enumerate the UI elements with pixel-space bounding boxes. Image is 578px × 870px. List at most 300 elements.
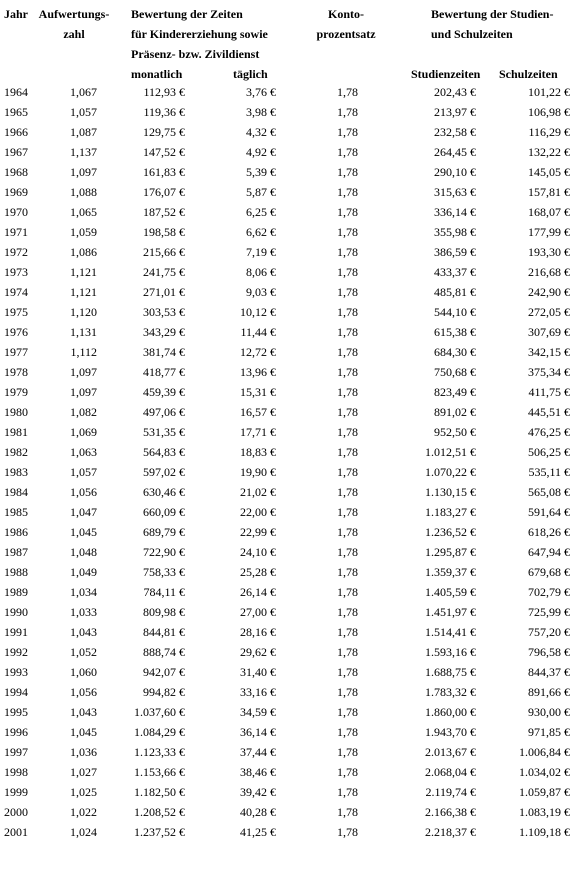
- cell-schulzeiten: 1.083,19 €: [519, 805, 570, 819]
- cell-schulzeiten: 193,30 €: [528, 245, 570, 259]
- cell-taeglich: 4,92 €: [246, 145, 276, 159]
- cell-jahr: 1970: [4, 205, 28, 219]
- cell-schulzeiten: 242,90 €: [528, 285, 570, 299]
- cell-aufwertungszahl: 1,067: [70, 85, 97, 99]
- cell-jahr: 1994: [4, 685, 28, 699]
- cell-taeglich: 18,83 €: [240, 445, 276, 459]
- table-row: [0, 422, 576, 442]
- cell-kontoprozentsatz: 1,78: [337, 105, 358, 119]
- table-row: [0, 262, 576, 282]
- table-row: [0, 502, 576, 522]
- cell-monatlich: 271,01 €: [143, 285, 185, 299]
- cell-monatlich: 119,36 €: [143, 105, 185, 119]
- table-row: [0, 142, 576, 162]
- cell-jahr: 1974: [4, 285, 28, 299]
- cell-monatlich: 1.037,60 €: [134, 705, 185, 719]
- table-row: [0, 662, 576, 682]
- cell-jahr: 1995: [4, 705, 28, 719]
- table-row: [0, 682, 576, 702]
- cell-jahr: 1971: [4, 225, 28, 239]
- table-row: [0, 542, 576, 562]
- cell-schulzeiten: 476,25 €: [528, 425, 570, 439]
- cell-schulzeiten: 1.059,87 €: [519, 785, 570, 799]
- cell-aufwertungszahl: 1,024: [70, 825, 97, 839]
- cell-aufwertungszahl: 1,097: [70, 165, 97, 179]
- table-row: [0, 822, 576, 842]
- cell-schulzeiten: 1.034,02 €: [519, 765, 570, 779]
- table-row: [0, 582, 576, 602]
- cell-aufwertungszahl: 1,086: [70, 245, 97, 259]
- cell-monatlich: 784,11 €: [143, 585, 185, 599]
- cell-studienzeiten: 2.068,04 €: [425, 765, 476, 779]
- cell-kontoprozentsatz: 1,78: [337, 645, 358, 659]
- cell-jahr: 1980: [4, 405, 28, 419]
- cell-kontoprozentsatz: 1,78: [337, 305, 358, 319]
- cell-schulzeiten: 307,69 €: [528, 325, 570, 339]
- cell-studienzeiten: 1.405,59 €: [425, 585, 476, 599]
- cell-taeglich: 17,71 €: [240, 425, 276, 439]
- cell-kontoprozentsatz: 1,78: [337, 545, 358, 559]
- values-table-body: [0, 82, 576, 842]
- cell-kontoprozentsatz: 1,78: [337, 245, 358, 259]
- cell-schulzeiten: 411,75 €: [528, 385, 570, 399]
- cell-schulzeiten: 844,37 €: [528, 665, 570, 679]
- cell-schulzeiten: 796,58 €: [528, 645, 570, 659]
- cell-monatlich: 660,09 €: [143, 505, 185, 519]
- cell-aufwertungszahl: 1,137: [70, 145, 97, 159]
- cell-schulzeiten: 145,05 €: [528, 165, 570, 179]
- header-kontoprozentsatz: [306, 4, 386, 44]
- cell-jahr: 1975: [4, 305, 28, 319]
- cell-jahr: 1985: [4, 505, 28, 519]
- cell-schulzeiten: 971,85 €: [528, 725, 570, 739]
- cell-monatlich: 198,58 €: [143, 225, 185, 239]
- cell-kontoprozentsatz: 1,78: [337, 145, 358, 159]
- cell-aufwertungszahl: 1,045: [70, 525, 97, 539]
- cell-monatlich: 888,74 €: [143, 645, 185, 659]
- header-taeglich: täglich: [233, 67, 268, 81]
- cell-studienzeiten: 386,59 €: [434, 245, 476, 259]
- cell-taeglich: 7,19 €: [246, 245, 276, 259]
- cell-kontoprozentsatz: 1,78: [337, 765, 358, 779]
- cell-monatlich: 809,98 €: [143, 605, 185, 619]
- cell-studienzeiten: 355,98 €: [434, 225, 476, 239]
- cell-jahr: 1968: [4, 165, 28, 179]
- cell-taeglich: 33,16 €: [240, 685, 276, 699]
- cell-kontoprozentsatz: 1,78: [337, 125, 358, 139]
- cell-kontoprozentsatz: 1,78: [337, 585, 358, 599]
- cell-taeglich: 3,76 €: [246, 85, 276, 99]
- cell-jahr: 1983: [4, 465, 28, 479]
- cell-schulzeiten: 702,79 €: [528, 585, 570, 599]
- table-row: [0, 362, 576, 382]
- cell-kontoprozentsatz: 1,78: [337, 725, 358, 739]
- cell-schulzeiten: 591,64 €: [528, 505, 570, 519]
- table-row: [0, 562, 576, 582]
- cell-studienzeiten: 952,50 €: [434, 425, 476, 439]
- cell-schulzeiten: 725,99 €: [528, 605, 570, 619]
- cell-aufwertungszahl: 1,131: [70, 325, 97, 339]
- cell-studienzeiten: 2.218,37 €: [425, 825, 476, 839]
- cell-schulzeiten: 101,22 €: [528, 85, 570, 99]
- cell-aufwertungszahl: 1,120: [70, 305, 97, 319]
- cell-aufwertungszahl: 1,025: [70, 785, 97, 799]
- table-row: [0, 402, 576, 422]
- cell-studienzeiten: 315,63 €: [434, 185, 476, 199]
- cell-monatlich: 1.237,52 €: [134, 825, 185, 839]
- table-row: [0, 282, 576, 302]
- cell-schulzeiten: 679,68 €: [528, 565, 570, 579]
- cell-kontoprozentsatz: 1,78: [337, 485, 358, 499]
- header-aufwertungszahl: [26, 4, 122, 44]
- cell-studienzeiten: 290,10 €: [434, 165, 476, 179]
- cell-aufwertungszahl: 1,034: [70, 585, 97, 599]
- cell-jahr: 1999: [4, 785, 28, 799]
- cell-jahr: 1982: [4, 445, 28, 459]
- cell-kontoprozentsatz: 1,78: [337, 385, 358, 399]
- cell-studienzeiten: 684,30 €: [434, 345, 476, 359]
- cell-studienzeiten: 1.783,32 €: [425, 685, 476, 699]
- cell-monatlich: 161,83 €: [143, 165, 185, 179]
- cell-aufwertungszahl: 1,057: [70, 465, 97, 479]
- cell-jahr: 1997: [4, 745, 28, 759]
- cell-jahr: 1977: [4, 345, 28, 359]
- cell-studienzeiten: 1.451,97 €: [425, 605, 476, 619]
- cell-monatlich: 303,53 €: [143, 305, 185, 319]
- table-row: [0, 482, 576, 502]
- cell-studienzeiten: 202,43 €: [434, 85, 476, 99]
- cell-studienzeiten: 2.119,74 €: [425, 785, 476, 799]
- table-row: [0, 122, 576, 142]
- cell-taeglich: 27,00 €: [240, 605, 276, 619]
- cell-studienzeiten: 615,38 €: [434, 325, 476, 339]
- cell-studienzeiten: 1.514,41 €: [425, 625, 476, 639]
- cell-monatlich: 1.182,50 €: [134, 785, 185, 799]
- table-row: [0, 102, 576, 122]
- cell-taeglich: 40,28 €: [240, 805, 276, 819]
- cell-monatlich: 147,52 €: [143, 145, 185, 159]
- header-konto-line2: prozentsatz: [316, 27, 376, 41]
- cell-taeglich: 28,16 €: [240, 625, 276, 639]
- cell-taeglich: 6,25 €: [246, 205, 276, 219]
- cell-schulzeiten: 506,25 €: [528, 445, 570, 459]
- cell-schulzeiten: 1.109,18 €: [519, 825, 570, 839]
- cell-monatlich: 630,46 €: [143, 485, 185, 499]
- cell-jahr: 1973: [4, 265, 28, 279]
- table-row: [0, 522, 576, 542]
- cell-kontoprozentsatz: 1,78: [337, 665, 358, 679]
- cell-studienzeiten: 1.943,70 €: [425, 725, 476, 739]
- cell-schulzeiten: 132,22 €: [528, 145, 570, 159]
- cell-jahr: 1992: [4, 645, 28, 659]
- table-row: [0, 642, 576, 662]
- header-bewertung-zeiten-line1: Bewertung der Zeiten: [131, 7, 243, 21]
- cell-jahr: 1998: [4, 765, 28, 779]
- cell-taeglich: 22,00 €: [240, 505, 276, 519]
- cell-studienzeiten: 1.593,16 €: [425, 645, 476, 659]
- table-row: [0, 302, 576, 322]
- cell-studienzeiten: 1.130,15 €: [425, 485, 476, 499]
- cell-taeglich: 16,57 €: [240, 405, 276, 419]
- table-row: [0, 382, 576, 402]
- cell-taeglich: 10,12 €: [240, 305, 276, 319]
- cell-aufwertungszahl: 1,082: [70, 405, 97, 419]
- cell-kontoprozentsatz: 1,78: [337, 805, 358, 819]
- cell-monatlich: 241,75 €: [143, 265, 185, 279]
- cell-aufwertungszahl: 1,057: [70, 105, 97, 119]
- cell-studienzeiten: 750,68 €: [434, 365, 476, 379]
- cell-aufwertungszahl: 1,056: [70, 485, 97, 499]
- cell-taeglich: 8,06 €: [246, 265, 276, 279]
- cell-schulzeiten: 116,29 €: [528, 125, 570, 139]
- cell-jahr: 1978: [4, 365, 28, 379]
- cell-monatlich: 343,29 €: [143, 325, 185, 339]
- cell-studienzeiten: 485,81 €: [434, 285, 476, 299]
- cell-kontoprozentsatz: 1,78: [337, 785, 358, 799]
- cell-jahr: 1991: [4, 625, 28, 639]
- cell-kontoprozentsatz: 1,78: [337, 525, 358, 539]
- cell-taeglich: 38,46 €: [240, 765, 276, 779]
- table-row: [0, 342, 576, 362]
- cell-studienzeiten: 1.183,27 €: [425, 505, 476, 519]
- cell-monatlich: 129,75 €: [143, 125, 185, 139]
- cell-schulzeiten: 757,20 €: [528, 625, 570, 639]
- cell-kontoprozentsatz: 1,78: [337, 365, 358, 379]
- table-row: [0, 182, 576, 202]
- header-schulzeiten: Schulzeiten: [499, 67, 558, 81]
- cell-taeglich: 25,28 €: [240, 565, 276, 579]
- table-row: [0, 782, 576, 802]
- cell-jahr: 1965: [4, 105, 28, 119]
- cell-jahr: 1986: [4, 525, 28, 539]
- cell-kontoprozentsatz: 1,78: [337, 505, 358, 519]
- cell-jahr: 1966: [4, 125, 28, 139]
- cell-studienzeiten: 544,10 €: [434, 305, 476, 319]
- cell-studienzeiten: 433,37 €: [434, 265, 476, 279]
- cell-taeglich: 34,59 €: [240, 705, 276, 719]
- cell-taeglich: 29,62 €: [240, 645, 276, 659]
- header-konto-line1: Konto-: [328, 7, 364, 21]
- cell-kontoprozentsatz: 1,78: [337, 285, 358, 299]
- cell-aufwertungszahl: 1,121: [70, 285, 97, 299]
- cell-kontoprozentsatz: 1,78: [337, 185, 358, 199]
- cell-aufwertungszahl: 1,052: [70, 645, 97, 659]
- cell-kontoprozentsatz: 1,78: [337, 325, 358, 339]
- cell-schulzeiten: 157,81 €: [528, 185, 570, 199]
- cell-monatlich: 112,93 €: [143, 85, 185, 99]
- cell-taeglich: 3,98 €: [246, 105, 276, 119]
- cell-schulzeiten: 375,34 €: [528, 365, 570, 379]
- cell-taeglich: 11,44 €: [240, 325, 276, 339]
- cell-jahr: 1984: [4, 485, 28, 499]
- cell-studienzeiten: 264,45 €: [434, 145, 476, 159]
- cell-studienzeiten: 213,97 €: [434, 105, 476, 119]
- cell-studienzeiten: 1.688,75 €: [425, 665, 476, 679]
- table-row: [0, 242, 576, 262]
- cell-kontoprozentsatz: 1,78: [337, 445, 358, 459]
- cell-kontoprozentsatz: 1,78: [337, 85, 358, 99]
- cell-monatlich: 459,39 €: [143, 385, 185, 399]
- cell-kontoprozentsatz: 1,78: [337, 605, 358, 619]
- cell-aufwertungszahl: 1,022: [70, 805, 97, 819]
- cell-studienzeiten: 1.012,51 €: [425, 445, 476, 459]
- cell-schulzeiten: 216,68 €: [528, 265, 570, 279]
- cell-schulzeiten: 618,26 €: [528, 525, 570, 539]
- cell-kontoprozentsatz: 1,78: [337, 425, 358, 439]
- cell-aufwertungszahl: 1,045: [70, 725, 97, 739]
- cell-kontoprozentsatz: 1,78: [337, 465, 358, 479]
- cell-studienzeiten: 1.236,52 €: [425, 525, 476, 539]
- cell-aufwertungszahl: 1,097: [70, 385, 97, 399]
- header-bewertung-zeiten-line3: Präsenz- bzw. Zivildienst: [131, 47, 260, 61]
- cell-aufwertungszahl: 1,112: [70, 345, 97, 359]
- header-jahr: Jahr: [4, 7, 28, 21]
- cell-monatlich: 418,77 €: [143, 365, 185, 379]
- header-monatlich: monatlich: [131, 67, 183, 81]
- table-row: [0, 202, 576, 222]
- cell-aufwertungszahl: 1,043: [70, 625, 97, 639]
- cell-kontoprozentsatz: 1,78: [337, 685, 358, 699]
- cell-aufwertungszahl: 1,036: [70, 745, 97, 759]
- cell-jahr: 1967: [4, 145, 28, 159]
- cell-kontoprozentsatz: 1,78: [337, 265, 358, 279]
- cell-jahr: 1964: [4, 85, 28, 99]
- cell-aufwertungszahl: 1,060: [70, 665, 97, 679]
- cell-monatlich: 215,66 €: [143, 245, 185, 259]
- header-bewertung-studien-line2: und Schulzeiten: [431, 27, 513, 41]
- table-row: [0, 462, 576, 482]
- table-row: [0, 602, 576, 622]
- cell-aufwertungszahl: 1,097: [70, 365, 97, 379]
- header-bewertung-studien-line1: Bewertung der Studien-: [431, 7, 554, 21]
- cell-taeglich: 13,96 €: [240, 365, 276, 379]
- cell-aufwertungszahl: 1,048: [70, 545, 97, 559]
- cell-kontoprozentsatz: 1,78: [337, 565, 358, 579]
- cell-monatlich: 381,74 €: [143, 345, 185, 359]
- cell-monatlich: 187,52 €: [143, 205, 185, 219]
- cell-kontoprozentsatz: 1,78: [337, 405, 358, 419]
- cell-jahr: 1996: [4, 725, 28, 739]
- table-row: [0, 322, 576, 342]
- cell-kontoprozentsatz: 1,78: [337, 625, 358, 639]
- cell-jahr: 1989: [4, 585, 28, 599]
- cell-schulzeiten: 168,07 €: [528, 205, 570, 219]
- cell-aufwertungszahl: 1,065: [70, 205, 97, 219]
- cell-monatlich: 942,07 €: [143, 665, 185, 679]
- cell-jahr: 1976: [4, 325, 28, 339]
- cell-aufwertungszahl: 1,049: [70, 565, 97, 579]
- table-row: [0, 82, 576, 102]
- cell-aufwertungszahl: 1,063: [70, 445, 97, 459]
- values-table: [0, 82, 576, 842]
- cell-kontoprozentsatz: 1,78: [337, 825, 358, 839]
- cell-taeglich: 39,42 €: [240, 785, 276, 799]
- cell-monatlich: 722,90 €: [143, 545, 185, 559]
- cell-aufwertungszahl: 1,056: [70, 685, 97, 699]
- cell-taeglich: 19,90 €: [240, 465, 276, 479]
- cell-schulzeiten: 565,08 €: [528, 485, 570, 499]
- cell-monatlich: 689,79 €: [143, 525, 185, 539]
- cell-studienzeiten: 1.860,00 €: [425, 705, 476, 719]
- cell-monatlich: 1.084,29 €: [134, 725, 185, 739]
- cell-schulzeiten: 177,99 €: [528, 225, 570, 239]
- cell-aufwertungszahl: 1,088: [70, 185, 97, 199]
- cell-monatlich: 844,81 €: [143, 625, 185, 639]
- cell-schulzeiten: 535,11 €: [528, 465, 570, 479]
- cell-jahr: 1981: [4, 425, 28, 439]
- table-row: [0, 622, 576, 642]
- header-bewertung-zeiten-line2: für Kindererziehung sowie: [131, 27, 268, 41]
- table-row: [0, 162, 576, 182]
- cell-taeglich: 24,10 €: [240, 545, 276, 559]
- cell-monatlich: 564,83 €: [143, 445, 185, 459]
- cell-studienzeiten: 1.359,37 €: [425, 565, 476, 579]
- cell-kontoprozentsatz: 1,78: [337, 345, 358, 359]
- cell-studienzeiten: 891,02 €: [434, 405, 476, 419]
- cell-kontoprozentsatz: 1,78: [337, 205, 358, 219]
- cell-monatlich: 994,82 €: [143, 685, 185, 699]
- cell-taeglich: 4,32 €: [246, 125, 276, 139]
- cell-aufwertungszahl: 1,047: [70, 505, 97, 519]
- cell-studienzeiten: 2.013,67 €: [425, 745, 476, 759]
- cell-studienzeiten: 2.166,38 €: [425, 805, 476, 819]
- cell-kontoprozentsatz: 1,78: [337, 165, 358, 179]
- cell-schulzeiten: 342,15 €: [528, 345, 570, 359]
- table-row: [0, 742, 576, 762]
- cell-kontoprozentsatz: 1,78: [337, 705, 358, 719]
- cell-taeglich: 31,40 €: [240, 665, 276, 679]
- cell-jahr: 2000: [4, 805, 28, 819]
- cell-schulzeiten: 1.006,84 €: [519, 745, 570, 759]
- header-studienzeiten: Studienzeiten: [411, 67, 481, 81]
- cell-monatlich: 1.153,66 €: [134, 765, 185, 779]
- cell-aufwertungszahl: 1,087: [70, 125, 97, 139]
- table-row: [0, 702, 576, 722]
- table-row: [0, 442, 576, 462]
- cell-jahr: 2001: [4, 825, 28, 839]
- cell-monatlich: 497,06 €: [143, 405, 185, 419]
- cell-taeglich: 15,31 €: [240, 385, 276, 399]
- cell-kontoprozentsatz: 1,78: [337, 745, 358, 759]
- cell-aufwertungszahl: 1,059: [70, 225, 97, 239]
- cell-studienzeiten: 336,14 €: [434, 205, 476, 219]
- cell-studienzeiten: 1.295,87 €: [425, 545, 476, 559]
- cell-taeglich: 36,14 €: [240, 725, 276, 739]
- cell-jahr: 1969: [4, 185, 28, 199]
- cell-jahr: 1979: [4, 385, 28, 399]
- cell-taeglich: 5,87 €: [246, 185, 276, 199]
- table-row: [0, 762, 576, 782]
- cell-taeglich: 26,14 €: [240, 585, 276, 599]
- cell-kontoprozentsatz: 1,78: [337, 225, 358, 239]
- cell-taeglich: 5,39 €: [246, 165, 276, 179]
- cell-studienzeiten: 232,58 €: [434, 125, 476, 139]
- cell-aufwertungszahl: 1,027: [70, 765, 97, 779]
- table-row: [0, 722, 576, 742]
- table-row: [0, 802, 576, 822]
- table-row: [0, 222, 576, 242]
- cell-aufwertungszahl: 1,121: [70, 265, 97, 279]
- cell-taeglich: 9,03 €: [246, 285, 276, 299]
- cell-studienzeiten: 1.070,22 €: [425, 465, 476, 479]
- cell-taeglich: 12,72 €: [240, 345, 276, 359]
- cell-monatlich: 1.123,33 €: [134, 745, 185, 759]
- cell-taeglich: 41,25 €: [240, 825, 276, 839]
- cell-monatlich: 597,02 €: [143, 465, 185, 479]
- cell-monatlich: 758,33 €: [143, 565, 185, 579]
- cell-taeglich: 6,62 €: [246, 225, 276, 239]
- header-aufwertungszahl-line1: Aufwertungs-: [38, 7, 110, 21]
